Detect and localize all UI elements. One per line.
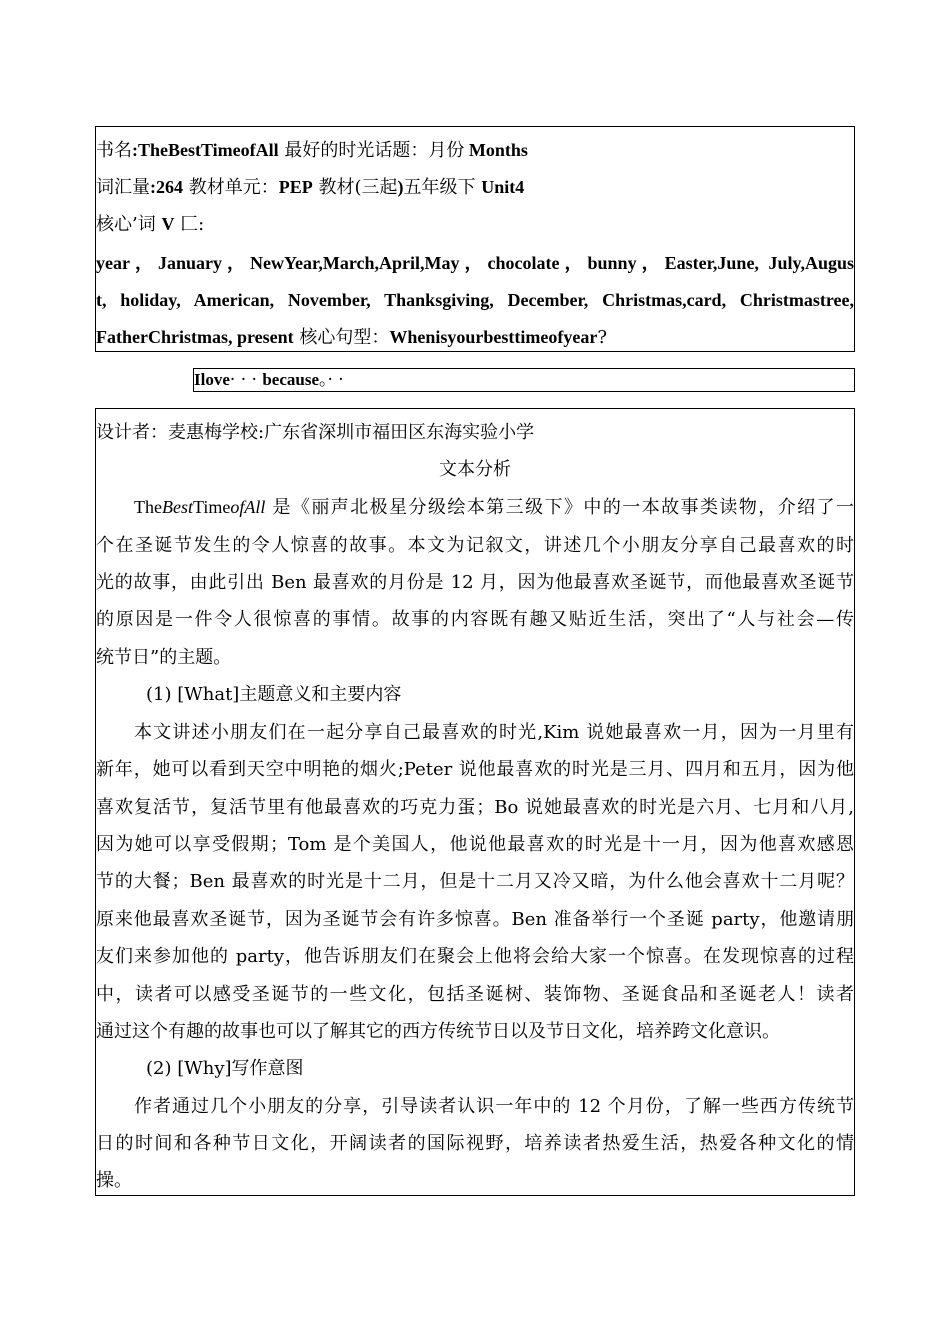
paragraph-line: 日的时间和各种节日文化，开阔读者的国际视野，培养读者热爱生活，热爱各种文化的情 <box>96 1133 854 1154</box>
unit-grade: 五年级下 <box>403 177 482 198</box>
paragraph-line: 作者通过几个小朋友的分享，引导读者认识一年中的 12 个月份，了解一些西方传统节 <box>134 1096 854 1117</box>
paragraph-line: 新年，她可以看到天空中明艳的烟火;Peter 说他最喜欢的时光是三月、四月和五月，因为他 <box>96 759 854 780</box>
school-name: :广东省深圳市福田区东海实验小学 <box>258 422 535 443</box>
paragraph-line: 友们来参加他的 party，他告诉朋友们在聚会上他将会给大家一个惊喜。在发现惊喜的过程 <box>96 946 854 967</box>
pattern-dots: · · · <box>229 370 263 390</box>
book-name-time: Time <box>192 497 231 517</box>
book-name-all: All <box>244 497 266 517</box>
core-words-line: year，January，NewYear,March,April,May，chocolate，bunny，Easter,June, July,Augus <box>96 253 854 273</box>
pattern-line <box>194 368 854 392</box>
vocab-info-line <box>96 169 854 206</box>
book-title: :TheBestTimeofAll <box>132 140 279 160</box>
unit-textbook: 教材(三起 <box>312 177 398 198</box>
core-words-mark: V <box>161 214 175 234</box>
paragraph-line: 中，读者可以感受圣诞节的一些文化，包括圣诞树、装饰物、圣诞食品和圣诞老人！读者 <box>96 984 854 1005</box>
unit-label: 教材单元： <box>183 177 279 198</box>
pattern-box <box>193 368 855 392</box>
pattern-qmark: ? <box>597 327 607 348</box>
book-info-line <box>96 132 854 169</box>
paragraph-line: 通过这个有趣的故事也可以了解其它的西方传统节日以及节日文化，培养跨文化意识。 <box>96 1021 780 1042</box>
why-heading: (2) [Why]写作意图 <box>146 1058 304 1079</box>
book-title-cn: 最好的时光 <box>278 140 375 161</box>
pattern-start: Ilove <box>194 370 230 389</box>
intro-first-rest: 是《丽声北极星分级绘本第三级下》中的一本故事类读物，介绍了一 <box>265 497 854 518</box>
paragraph-line: 因为她可以享受假期；Tom 是个美国人，他说他最喜欢的时光是十一月，因为他喜欢感恩 <box>96 834 854 855</box>
analysis-box <box>95 408 855 1196</box>
book-name-best: Best <box>161 497 193 517</box>
core-words-label-line <box>96 206 854 243</box>
core-pattern-line <box>96 319 854 356</box>
school-label: 学校 <box>222 422 258 443</box>
pattern-label: 核心句型： <box>293 327 390 348</box>
unit-name: Unit4 <box>481 177 525 197</box>
topic-value: Months <box>464 140 528 160</box>
core-words-tail: FatherChristmas, present <box>96 327 294 347</box>
paragraph-line: 个在圣诞节发生的令人惊喜的故事。本文为记叙文，讲述几个小朋友分享自己最喜欢的时 <box>96 535 854 556</box>
book-label: 书名 <box>96 140 132 161</box>
paragraph-line: 本文讲述小朋友们在一起分享自己最喜欢的时光,Kim 说她最喜欢一月，因为一月里有 <box>134 722 854 743</box>
paragraph-line: 节的大餐；Ben 最喜欢的时光是十二月，但是十二月又冷又暗，为什么他会喜欢十二月呢？ <box>96 871 854 892</box>
core-words-label: 核心’词 <box>96 214 162 235</box>
paragraph-line: 的原因是一件令人很惊喜的事情。故事的内容既有趣又贴近生活，突出了“人与社会—传 <box>96 609 854 630</box>
topic-label: 话题：月份 <box>374 140 465 161</box>
paragraph-line: 统节日”的主题。 <box>96 647 232 668</box>
book-name-of: of <box>230 497 245 517</box>
core-words-line: t, holiday, American, November, Thanksgiving, December, Christmas,card, Christmastree, <box>96 290 854 310</box>
paragraph-line: 光的故事，由此引出 Ben 最喜欢的月份是 12 月，因为他最喜欢圣诞节，而他最喜欢圣诞节 <box>96 572 854 593</box>
pattern-because: because <box>262 370 319 389</box>
paragraph-line: 喜欢复活节，复活节里有他最喜欢的巧克力蛋；Bo 说她最喜欢的时光是六月、七月和八月, <box>96 797 854 818</box>
vocab-label: 词汇量 <box>96 177 150 198</box>
pattern-text: Whenisyourbesttimeofyear <box>389 327 598 347</box>
book-name-the: The <box>134 497 162 517</box>
vocab-count: :264 <box>150 177 183 197</box>
unit-pep: PEP <box>278 177 313 197</box>
paragraph-line: 操。 <box>96 1170 132 1191</box>
info-box <box>95 126 855 352</box>
intro-first-line <box>96 489 854 526</box>
designer-label: 设计者：麦惠梅 <box>96 422 222 443</box>
pattern-end: 。· · <box>319 370 344 390</box>
designer-line <box>96 414 854 451</box>
paragraph-line: 原来他最喜欢圣诞节，因为圣诞节会有许多惊喜。Ben 准备举行一个圣诞 party，他邀请朋 <box>96 909 854 930</box>
core-words-colon: 匚: <box>174 214 205 235</box>
unit-paren: ) <box>397 177 404 197</box>
section-title: 文本分析 <box>439 459 511 480</box>
what-heading: (1) [What]主题意义和主要内容 <box>146 684 402 705</box>
